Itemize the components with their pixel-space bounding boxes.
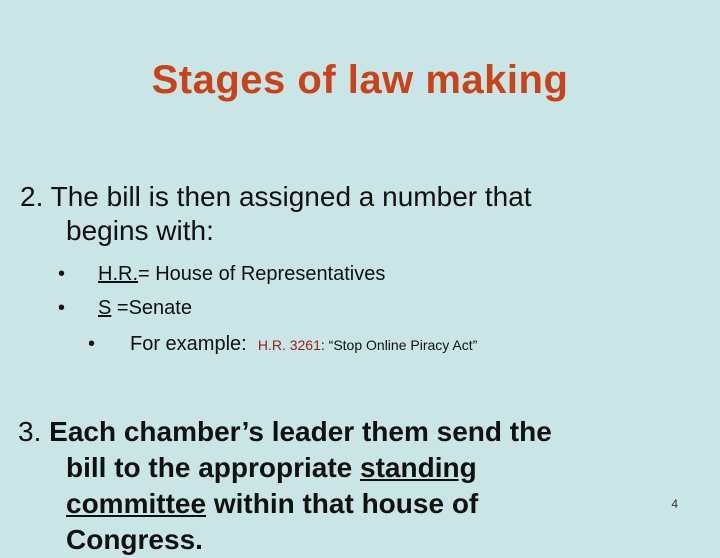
point-3-line-2 xyxy=(18,450,658,486)
abbr-s: S xyxy=(98,297,112,319)
page-number: 4 xyxy=(671,497,678,511)
bullet-dot: • xyxy=(88,333,96,355)
example-hr-number: 3261 xyxy=(289,337,321,353)
point-3-number: 3. xyxy=(18,416,42,447)
slide-title: Stages of law making xyxy=(151,58,569,102)
point-3-line-1: Each chamber’s leader them send the xyxy=(41,416,552,447)
bullet-house-rest: = House of Representatives xyxy=(138,263,386,285)
point-3-line-4: Congress. xyxy=(66,524,203,555)
bullet-dot: • xyxy=(58,297,66,319)
point-2-text xyxy=(20,180,660,248)
point-3-line-3-text: within that house of xyxy=(206,488,479,519)
point-3-line-2-text: bill to the appropriate xyxy=(66,452,361,483)
example-hr-prefix: H.R. xyxy=(257,337,290,353)
point-2-line-1: 2. The bill is then assigned a number that xyxy=(20,181,532,212)
point-3-text xyxy=(18,414,658,558)
example-text xyxy=(130,332,477,357)
term-committee: committee xyxy=(66,488,207,519)
bullet-senate-text xyxy=(98,296,192,320)
abbr-hr: H.R. xyxy=(98,263,138,285)
example-act-name: : “Stop Online Piracy Act” xyxy=(320,337,478,353)
example-label: For example: xyxy=(130,333,247,355)
point-2-line-2: begins with: xyxy=(66,215,214,246)
bullet-dot: • xyxy=(58,263,66,285)
bullet-senate-rest: =Senate xyxy=(111,297,192,319)
bullet-house-text xyxy=(98,262,385,286)
point-3-line-3 xyxy=(18,486,658,522)
term-standing: standing xyxy=(360,452,477,483)
